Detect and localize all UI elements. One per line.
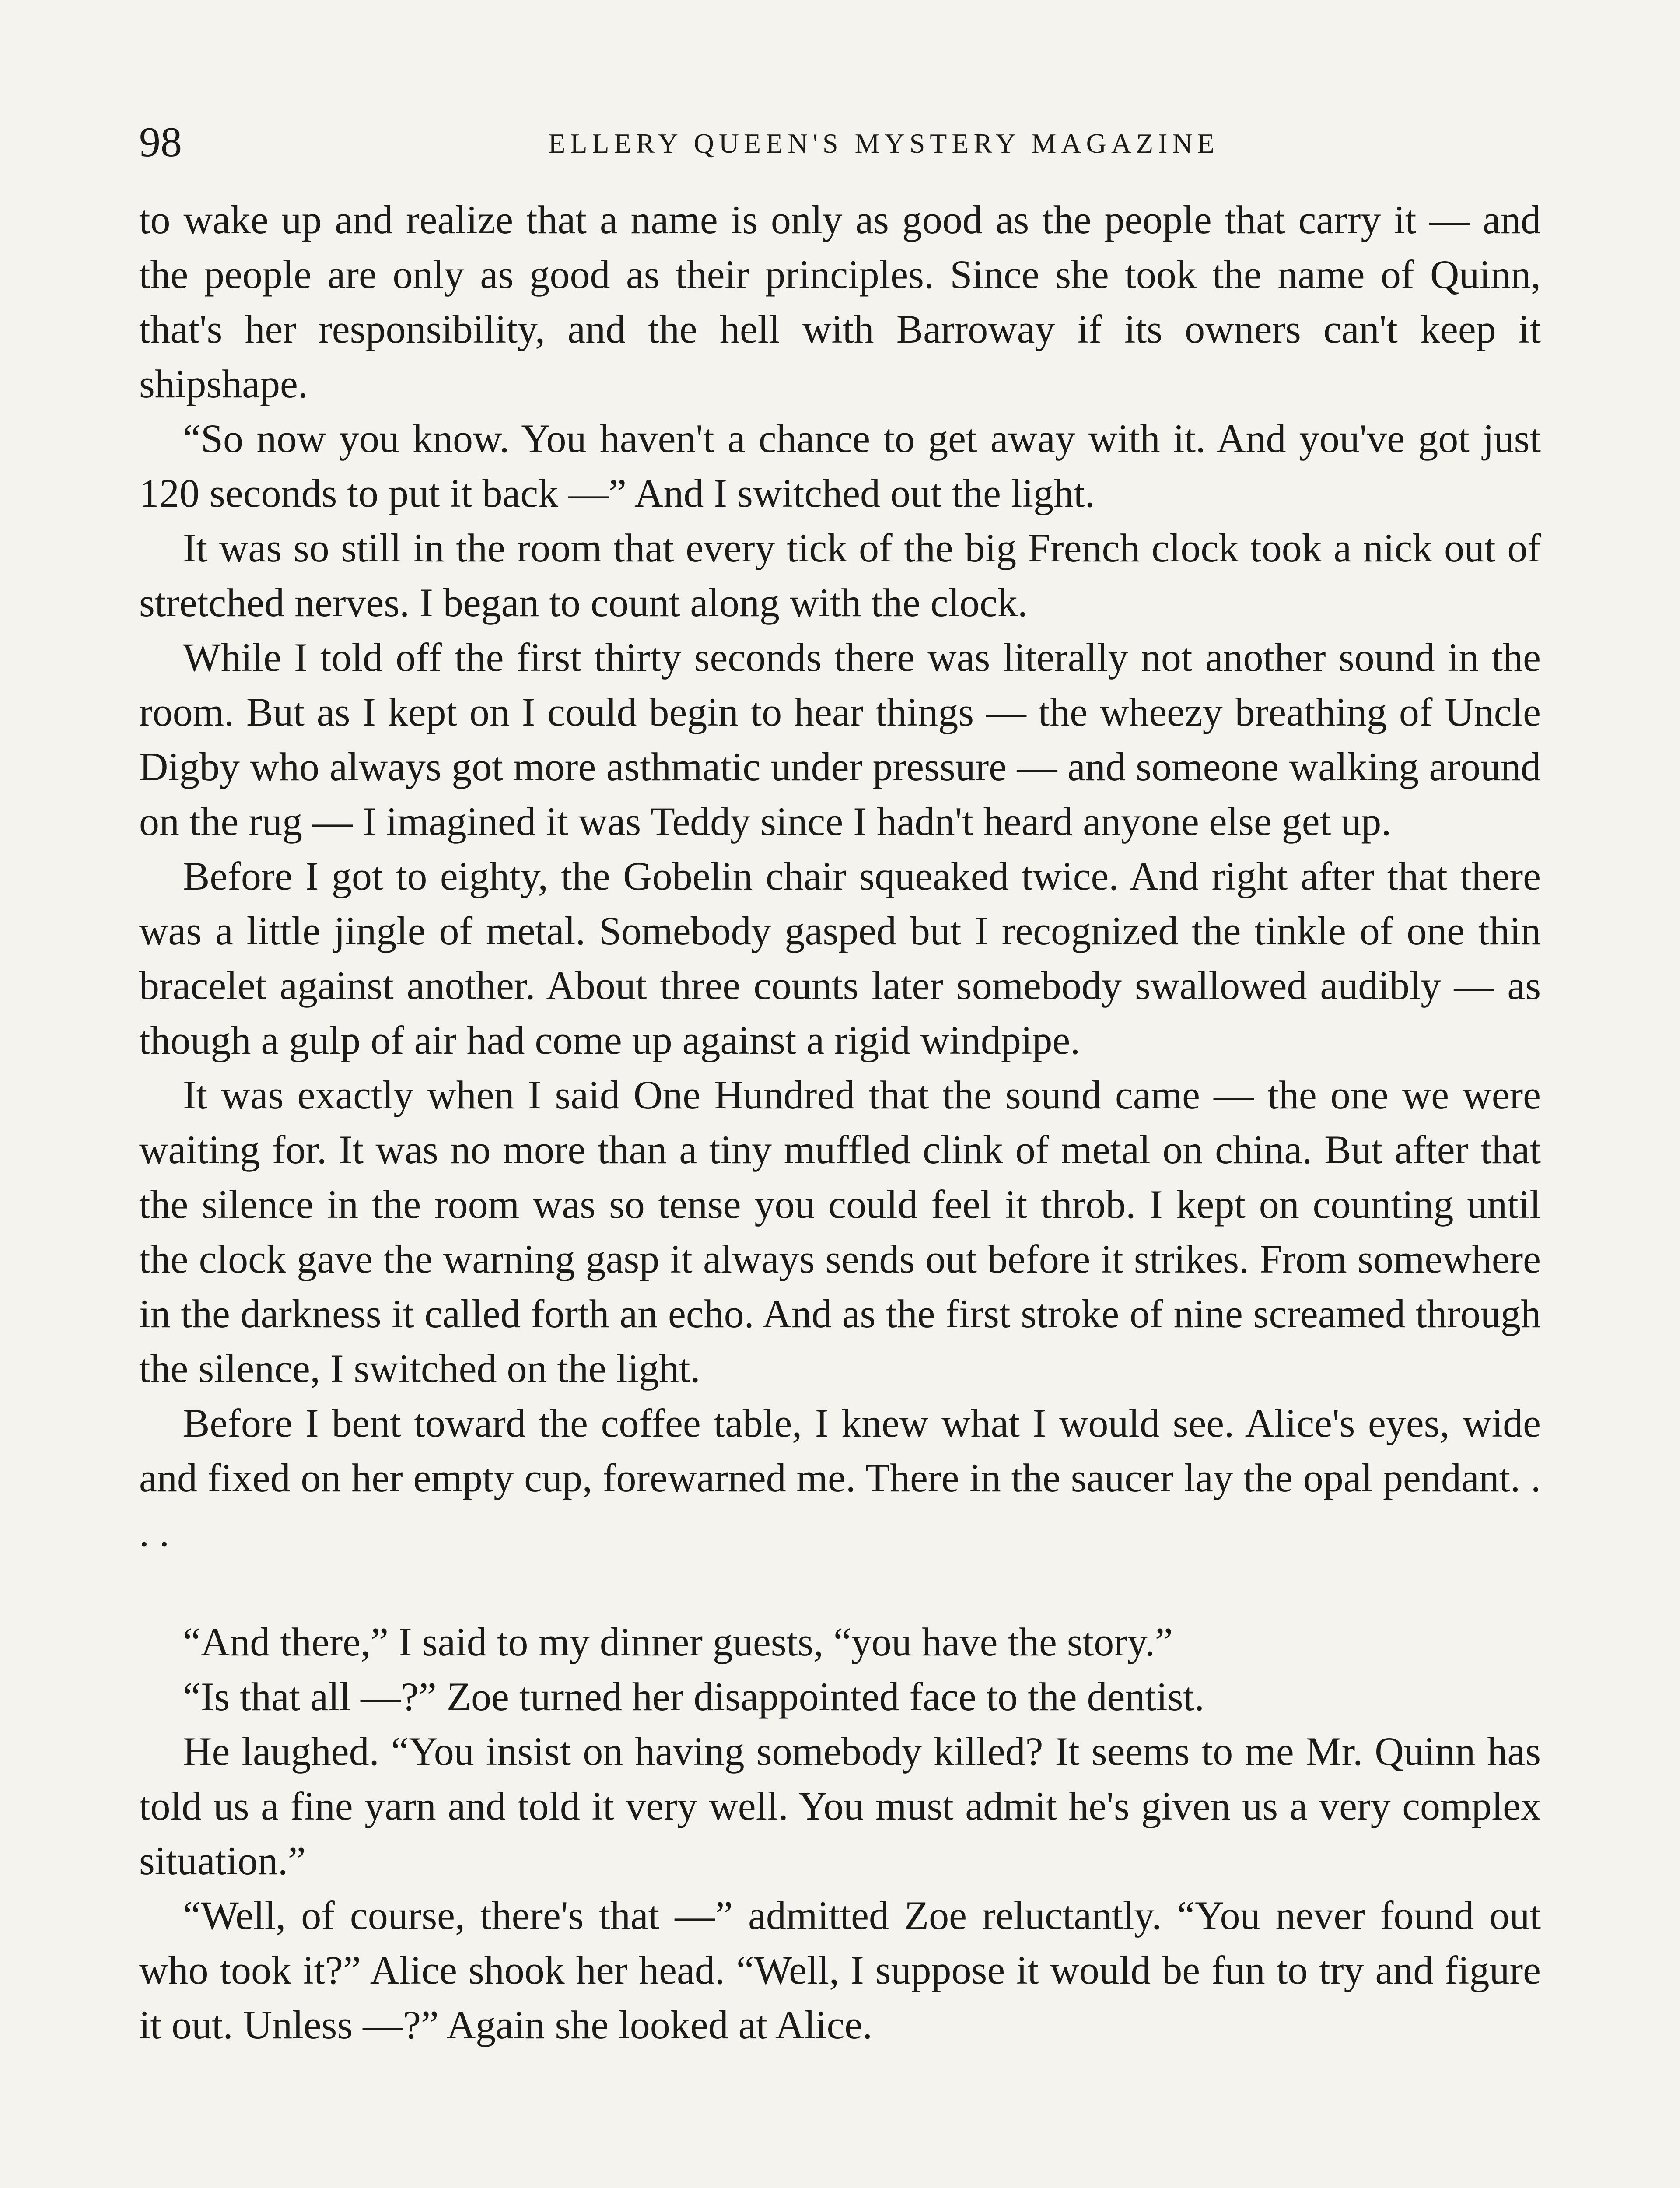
page-header <box>139 118 1541 166</box>
paragraph: to wake up and realize that a name is only as good as the people that carry it — and the people are only as good as their principles. Since she took the name of Quinn, that's her responsibility, and the hell with Barroway if its owners can't keep it shipshape. <box>139 197 1541 406</box>
paragraph: It was so still in the room that every tick of the big French clock took a nick out of stretched nerves. I began to count along with the clock. <box>139 526 1541 625</box>
running-head: ELLERY QUEEN'S MYSTERY MAGAZINE <box>548 128 1219 159</box>
paragraph: “Well, of course, there's that —” admitted Zoe reluctantly. “You never found out who took it?” Alice shook her head. “Well, I suppose it would be fun to try and figure it out. Unless —?” Again she looked at Alice. <box>139 1893 1541 2047</box>
paragraph: While I told off the first thirty seconds there was literally not another sound in the room. But as I kept on I could begin to hear things — the wheezy breathing of Uncle Digby who always got more asthmatic under pressure — and someone walking around on the rug — I imagined it was Teddy since I hadn't heard anyone else get up. <box>139 635 1541 844</box>
paragraph: He laughed. “You insist on having somebody killed? It seems to me Mr. Quinn has told us a fine yarn and told it very well. You must admit he's given us a very complex situation.” <box>139 1729 1541 1883</box>
paragraph: Before I got to eighty, the Gobelin chair squeaked twice. And right after that there was a little jingle of metal. Somebody gasped but I recognized the tinkle of one thin bracelet against another. About three counts later somebody swallowed audibly — as though a gulp of air had come up against a rigid windpipe. <box>139 854 1541 1062</box>
paragraph: “So now you know. You haven't a chance to get away with it. And you've got just 120 seconds to put it back —” And I switched out the light. <box>139 416 1541 515</box>
story-text <box>139 193 1541 2052</box>
paragraph: “And there,” I said to my dinner guests, “you have the story.” <box>183 1620 1173 1664</box>
paragraph: Before I bent toward the coffee table, I knew what I would see. Alice's eyes, wide and fixed on her empty cup, forewarned me. There in the saucer lay the opal pendant. . . . <box>139 1401 1541 1555</box>
paragraph: It was exactly when I said One Hundred that the sound came — the one we were waiting for. It was no more than a tiny muffled clink of metal on china. But after that the silence in the room was so tense you could feel it throb. I kept on counting until the clock gave the warning gasp it always sends out before it strikes. From somewhere in the darkness it called forth an echo. And as the first stroke of nine screamed through the silence, I switched on the light. <box>139 1073 1541 1391</box>
paragraph: “Is that all —?” Zoe turned her disappointed face to the dentist. <box>183 1674 1204 1719</box>
section-break <box>139 1560 1541 1615</box>
page-number: 98 <box>139 119 182 166</box>
